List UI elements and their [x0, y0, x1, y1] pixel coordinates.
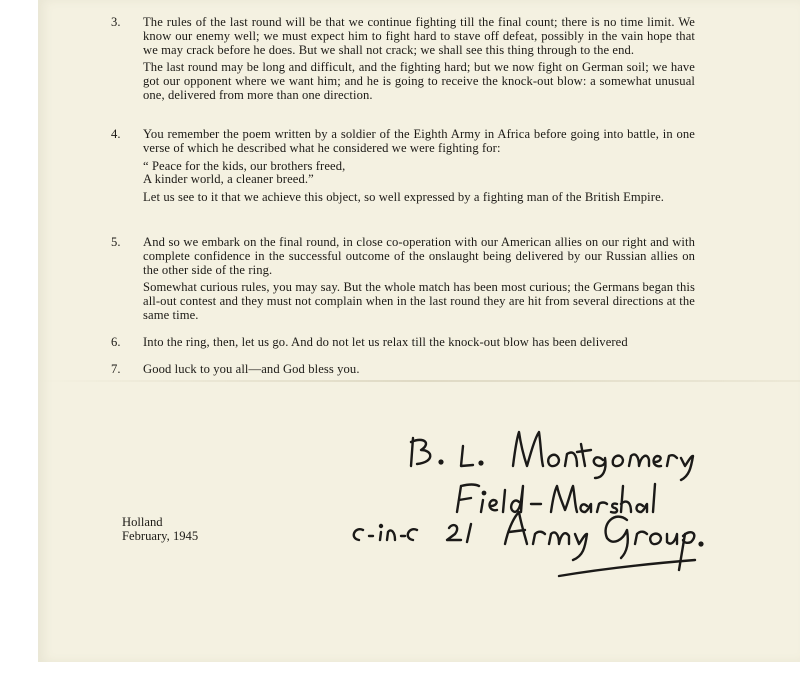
list-item-5	[111, 235, 695, 327]
list-item-6	[111, 335, 705, 354]
item-number: 7.	[111, 362, 121, 376]
paragraph: The last round may be long and difficult, and the fighting hard; but we now fight on German soil; we have got our opponent where we want him; and he is going to receive the knock-out blow: a somewhat unusual one, delivered from more than one direction.	[143, 60, 695, 102]
item-number: 5.	[111, 235, 121, 249]
paragraph: Into the ring, then, let us go. And do not let us relax till the knock-out blow has been delivered	[143, 335, 628, 349]
paragraph: Let us see to it that we achieve this object, so well expressed by a fighting man of the British Empire.	[143, 190, 665, 205]
paragraph: Somewhat curious rules, you may say. But the whole match has been most curious; the Germans began this all-out contest and they must not complain when in the last round they are hit from several directions at the same time.	[143, 280, 695, 322]
paragraph: Good luck to you all—and God bless you.	[143, 362, 360, 376]
signature-handwriting	[345, 420, 725, 585]
item-number: 6.	[111, 335, 121, 349]
place: Holland	[122, 515, 163, 529]
item-number: 3.	[111, 15, 121, 29]
paragraph: You remember the poem written by a soldier of the Eighth Army in Africa before going into battle, in one verse of which he described what he considered we were fighting for:	[143, 127, 695, 155]
list-item-3	[111, 15, 695, 107]
signature	[345, 420, 725, 585]
date: February, 1945	[122, 529, 199, 543]
place-date	[122, 515, 198, 543]
poem-quote: “ Peace for the kids, our brothers freed, A kinder world, a cleaner breed.”	[143, 158, 346, 187]
paragraph: And so we embark on the final round, in close co-operation with our American allies on our right and with complete confidence in the successful outcome of the onslaught being delivered by our Russian allies on the other side of the ring.	[143, 235, 695, 277]
paragraph: The rules of the last round will be that we continue fighting till the final count; there is no time limit. We know our enemy well; we must expect him to fight hard to stave off defeat, possibly in the vain hope that we may crack before he does. But we shall not crack; we shall see this thing through to the end.	[143, 15, 695, 57]
list-item-7	[111, 362, 695, 381]
item-number: 4.	[111, 127, 121, 141]
list-item-4	[111, 127, 695, 209]
